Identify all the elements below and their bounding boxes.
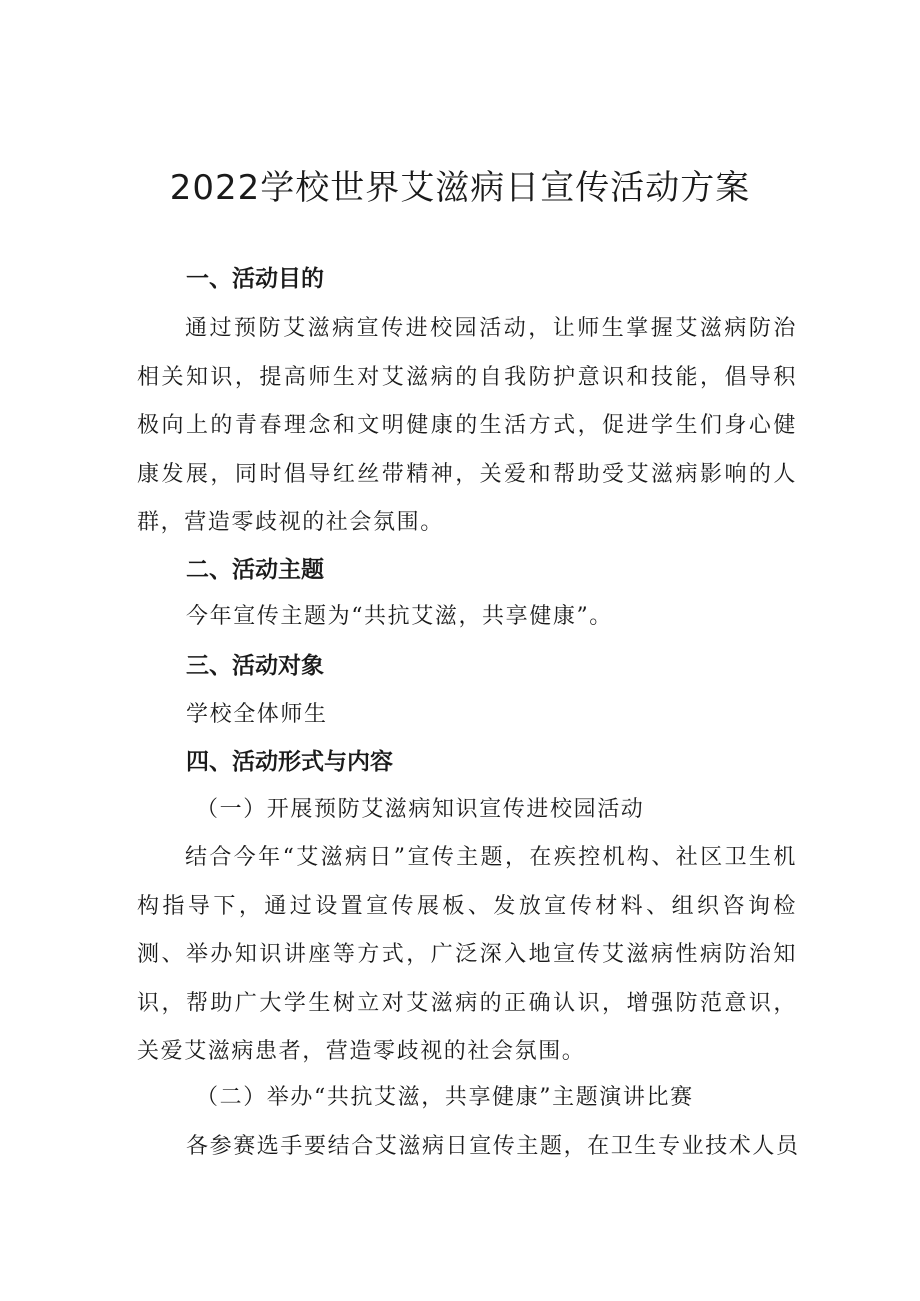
section-paragraph-audience: 学校全体师生	[186, 702, 328, 727]
section-heading-audience: 三、活动对象	[186, 653, 324, 679]
section-paragraph-theme: 今年宣传主题为“共抗艾滋，共享健康”。	[186, 604, 613, 629]
subsection-paragraph-knowledge: 结合今年“艾滋病日”宣传主题，在疾控机构、社区卫生机构指导下，通过设置宣传展板、发放宣传材料、组织咨询检测、举办知识讲座等方式，广泛深入地宣传艾滋病性病防治知识，帮助广大学生树立对艾滋病的正确认识，增强防范意识，关爱艾滋病患者，营造零歧视的社会氛围。	[137, 845, 797, 1064]
section-heading-purpose: 一、活动目的	[186, 266, 324, 292]
document-title: 2022学校世界艾滋病日宣传活动方案	[169, 168, 751, 208]
subsection-heading-knowledge: （一）开展预防艾滋病知识宣传进校园活动	[196, 797, 645, 822]
section-heading-content: 四、活动形式与内容	[186, 749, 393, 775]
subsection-paragraph-speech: 各参赛选手要结合艾滋病日宣传主题，在卫生专业技术人员	[186, 1134, 800, 1159]
subsection-heading-speech: （二）举办“共抗艾滋，共享健康”主题演讲比赛	[196, 1085, 694, 1110]
section-paragraph-purpose: 通过预防艾滋病宣传进校园活动，让师生掌握艾滋病防治相关知识，提高师生对艾滋病的自我防护意识和技能，倡导积极向上的青春理念和文明健康的生活方式，促进学生们身心健康发展，同时倡导红丝带精神，关爱和帮助受艾滋病影响的人群，营造零歧视的社会氛围。	[137, 316, 797, 535]
section-heading-theme: 二、活动主题	[186, 557, 324, 583]
